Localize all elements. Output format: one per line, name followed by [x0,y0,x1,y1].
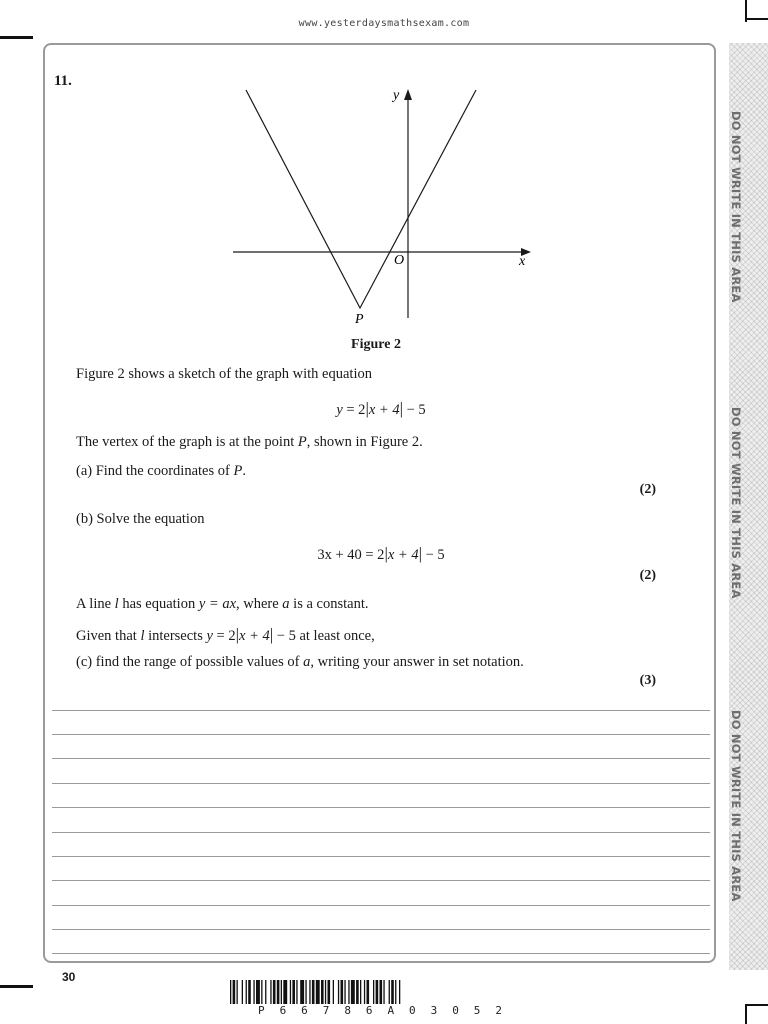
barcode-bar [248,980,251,1004]
vertex-text: The vertex of the graph is at the point P, shown in Figure 2. [76,434,423,450]
answer-line[interactable] [52,758,710,759]
barcode-bar [338,980,339,1004]
equation-2: 3x + 40 = 2|x + 4| − 5 [317,544,445,563]
y-axis-label: y [393,88,400,103]
question-number: 11. [54,73,72,89]
figure-caption: Figure 2 [351,337,401,352]
barcode-bar [376,980,379,1004]
answer-line[interactable] [52,783,710,784]
answer-line[interactable] [52,832,710,833]
barcode-bar [283,980,287,1004]
barcode-bar [309,980,310,1004]
crop-mark [0,985,33,988]
figure-2-graph [225,80,545,335]
answer-line[interactable] [52,953,710,954]
barcode-bar [290,980,291,1004]
intro-text: Figure 2 shows a sketch of the graph with equation [76,366,372,382]
barcode-bar [253,980,254,1004]
barcode-bar [383,980,384,1004]
barcode-bar [325,980,326,1004]
answer-line[interactable] [52,710,710,711]
given-text: Given that l intersects y = 2|x + 4| − 5 at least once, [76,625,375,644]
barcode-bar [399,980,400,1004]
barcode-bar [333,980,334,1004]
barcode-bar [292,980,295,1004]
part-b-marks: (2) [639,568,656,583]
barcode-bar [348,980,349,1004]
part-a-marks: (2) [639,482,656,497]
equation-1: y = 2|x + 4| − 5 [336,399,426,418]
crop-mark [745,1004,768,1006]
barcode-bar [328,980,331,1004]
barcode-text: P 6 6 7 8 6 A 0 3 0 5 2 [258,1004,502,1017]
barcode-bar [389,980,390,1004]
part-c-text: (c) find the range of possible values of a, writing your answer in set notation. [76,654,524,670]
barcode-bar [296,980,297,1004]
barcode-bar [242,980,243,1004]
origin-label: O [394,253,405,268]
part-b-text: (b) Solve the equation [76,511,205,527]
y-axis-arrow-icon [404,89,412,100]
barcode-bar [344,980,345,1004]
answer-line[interactable] [52,880,710,881]
answer-line[interactable] [52,856,710,857]
barcode-bar [373,980,374,1004]
barcode-bar [277,980,280,1004]
barcode-bar [273,980,276,1004]
vertex-label: P [355,312,364,327]
barcode-bar [256,980,260,1004]
barcode-bar [367,980,370,1004]
part-c-marks: (3) [639,673,656,688]
barcode-bar [265,980,266,1004]
barcode-bar [246,980,247,1004]
barcode-bar [360,980,361,1004]
barcode-bar [305,980,306,1004]
barcode-bar [391,980,394,1004]
barcode-bar [341,980,344,1004]
part-a-text: (a) Find the coordinates of P. [76,463,246,479]
crop-mark [745,1004,747,1024]
barcode-bar [351,980,355,1004]
barcode-bar [300,980,304,1004]
barcode-bar [237,980,238,1004]
barcode-bar [312,980,315,1004]
barcode-bar [364,980,365,1004]
barcode-bar [281,980,282,1004]
barcode-bar [261,980,262,1004]
barcode-bar [316,980,320,1004]
answer-line[interactable] [52,734,710,735]
header-url: www.yesterdaysmathsexam.com [298,18,470,29]
barcode-bar [395,980,396,1004]
modulus-graph-line [246,90,476,308]
page-number: 30 [62,970,76,984]
barcode-bar [233,980,236,1004]
barcode [230,980,530,1004]
answer-line[interactable] [52,905,710,906]
answer-line[interactable] [52,929,710,930]
crop-mark [745,18,768,20]
line-definition-text: A line l has equation y = ax, where a is a constant. [76,596,369,612]
barcode-bar [356,980,359,1004]
barcode-bar [321,980,324,1004]
barcode-bar [230,980,231,1004]
crop-mark [0,36,33,39]
x-axis-label: x [519,254,526,269]
barcode-bar [380,980,383,1004]
answer-line[interactable] [52,807,710,808]
barcode-bar [270,980,271,1004]
